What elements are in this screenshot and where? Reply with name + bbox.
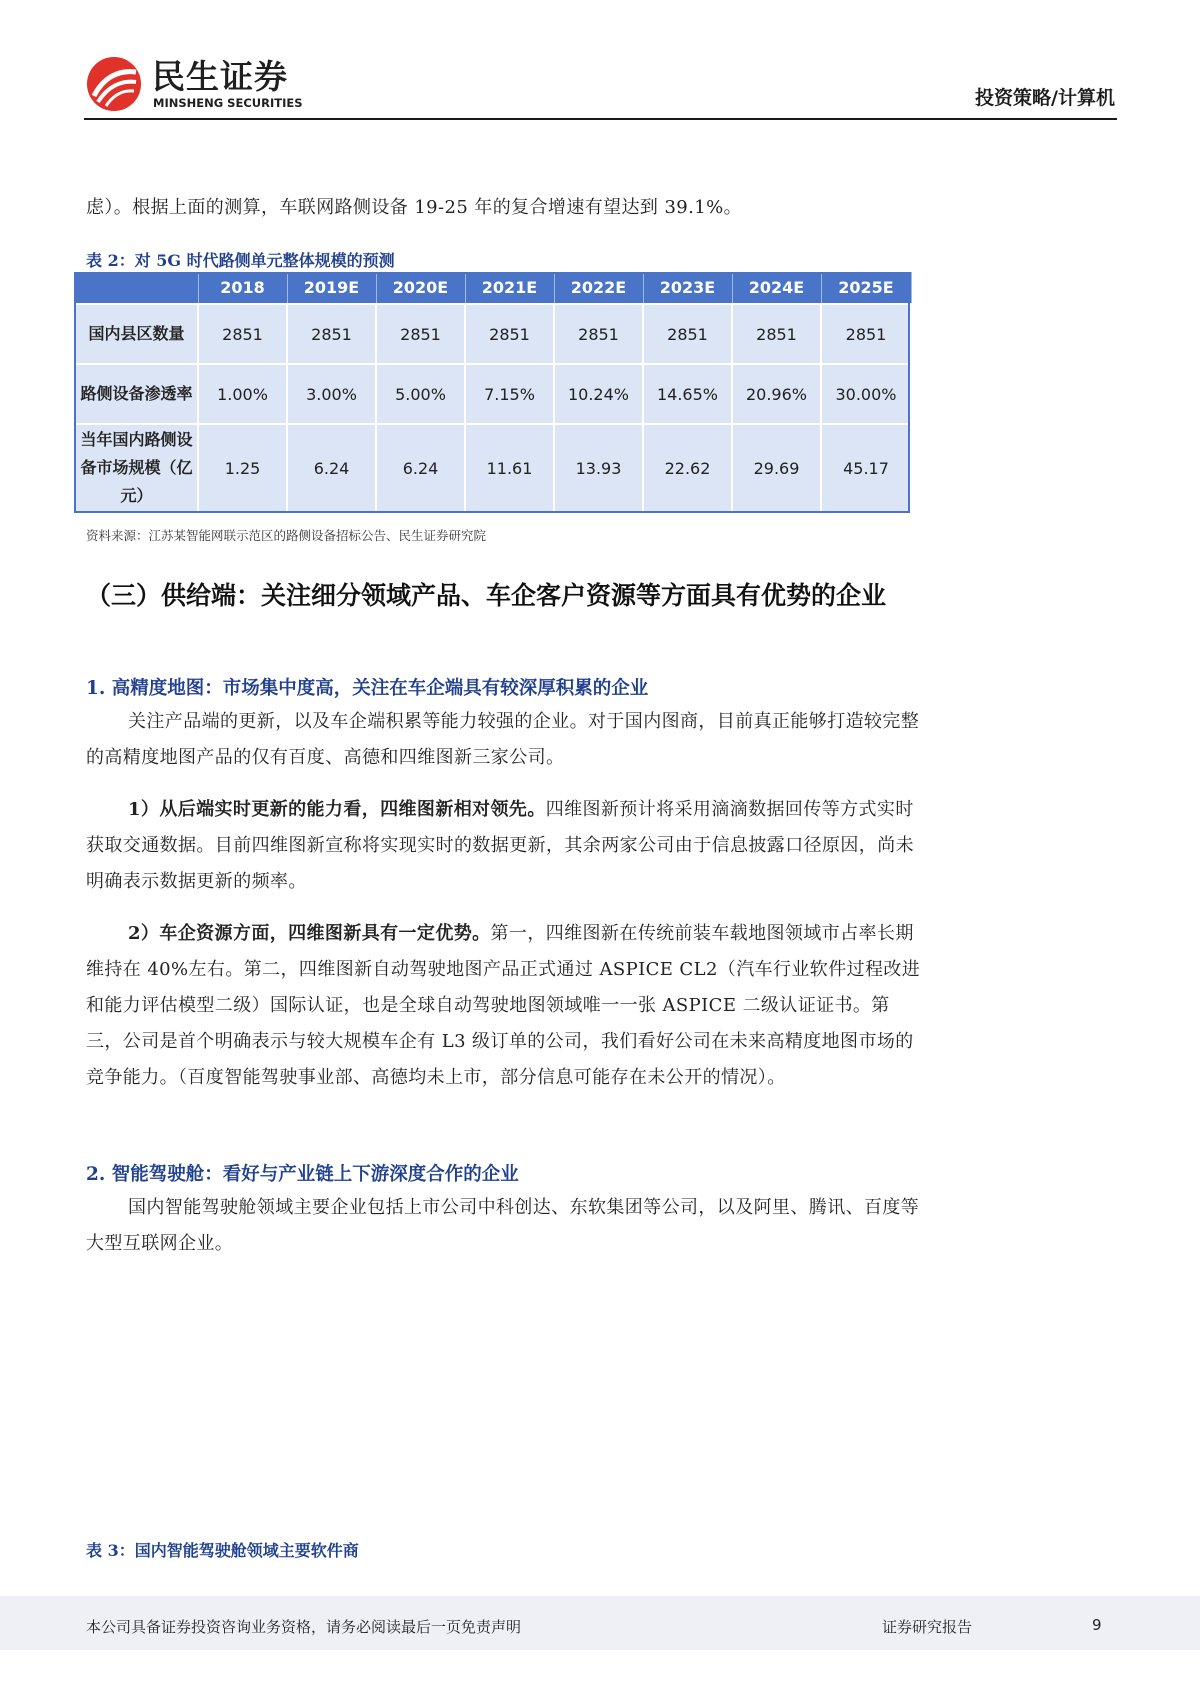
logo-english-name: MINSHENG SECURITIES (153, 96, 303, 110)
table-row (75, 364, 911, 424)
table-cell: 2851 (643, 304, 732, 364)
table-cell: 5.00% (376, 364, 465, 424)
table-cell: 2851 (198, 304, 287, 364)
footer-report-type: 证券研究报告 (882, 1618, 973, 1636)
paragraph-lead: 2）车企资源方面，四维图新具有一定优势。 (128, 923, 491, 944)
column-header: 2019E (287, 272, 376, 304)
table-cell: 3.00% (287, 364, 376, 424)
table-cell: 2851 (376, 304, 465, 364)
column-header: 2024E (732, 272, 821, 304)
footer-disclaimer: 本公司具备证券投资咨询业务资格，请务必阅读最后一页免责声明 (86, 1618, 522, 1636)
row-header: 国内县区数量 (75, 304, 198, 364)
header-divider (84, 118, 1117, 120)
table-cell: 13.93 (554, 424, 643, 512)
table-cell: 7.15% (465, 364, 554, 424)
table3-caption: 表 3：国内智能驾驶舱领域主要软件商 (86, 1541, 359, 1560)
column-header: 2023E (643, 272, 732, 304)
table-cell: 20.96% (732, 364, 821, 424)
column-header: 2025E (821, 272, 911, 304)
paragraph-body: 四维图新预计将采用滴滴数据回传等方式实时获取交通数据。目前四维图新宣称将实现实时的数据更新，其余两家公司由于信息披露口径原因，尚未明确表示数据更新的频率。 (86, 799, 914, 892)
company-logo (86, 56, 303, 114)
paragraph: 国内智能驾驶舱领域主要企业包括上市公司中科创达、东软集团等公司，以及阿里、腾讯、百度等大型互联网企业。 (86, 1197, 920, 1254)
table-cell: 14.65% (643, 364, 732, 424)
table-header-row (75, 272, 911, 304)
table-cell: 2851 (554, 304, 643, 364)
table-cell: 2851 (732, 304, 821, 364)
logo-chinese-name: 民生证券 (152, 57, 288, 96)
table-cell: 1.25 (198, 424, 287, 512)
table-corner-cell (75, 272, 198, 304)
table2-source: 资料来源：江苏某智能网联示范区的路侧设备招标公告、民生证券研究院 (86, 528, 487, 543)
subsection-heading-hd-map: 1. 高精度地图：市场集中度高，关注在车企端具有较深厚积累的企业 (86, 678, 649, 699)
table-cell: 2851 (465, 304, 554, 364)
subsection-heading-smart-cockpit: 2. 智能驾驶舱：看好与产业链上下游深度合作的企业 (86, 1164, 519, 1185)
table-cell: 22.62 (643, 424, 732, 512)
table2-caption: 表 2：对 5G 时代路侧单元整体规模的预测 (86, 251, 395, 270)
table-cell: 30.00% (821, 364, 911, 424)
column-header: 2020E (376, 272, 465, 304)
intro-paragraph: 虑）。根据上面的测算，车联网路侧设备 19-25 年的复合增速有望达到 39.1%。 (86, 197, 743, 218)
table-cell: 6.24 (376, 424, 465, 512)
paragraph (86, 792, 926, 900)
paragraph-body: 第一，四维图新在传统前装车载地图领域市占率长期维持在 40%左右。第二，四维图新自动驾驶地图产品正式通过 ASPICE CL2（汽车行业软件过程改进和能力评估模型二级）国际认证，也是全球自动驾驶地图领域唯一一张 ASPICE 二级认证证书。第三，公司是首个明确表示与较大规模车企有 L3 级订单的公司，我们看好公司在未来高精度地图市场的竞争能力。（百度智能驾驶事业部、高德均未上市，部分信息可能存在未公开的情况）。 (86, 923, 921, 1088)
table-cell: 11.61 (465, 424, 554, 512)
table-cell: 45.17 (821, 424, 911, 512)
row-header: 路侧设备渗透率 (75, 364, 198, 424)
table-cell: 29.69 (732, 424, 821, 512)
minsheng-logo-icon (86, 56, 142, 112)
column-header: 2018 (198, 272, 287, 304)
table-cell: 2851 (287, 304, 376, 364)
table-cell: 2851 (821, 304, 911, 364)
row-header: 当年国内路侧设备市场规模（亿元） (75, 424, 198, 512)
page-number: 9 (1092, 1616, 1102, 1634)
report-section-label: 投资策略/计算机 (975, 87, 1115, 109)
forecast-table (74, 272, 912, 513)
section-heading: （三）供给端：关注细分领域产品、车企客户资源等方面具有优势的企业 (86, 581, 887, 610)
table-row (75, 304, 911, 364)
paragraph-lead: 1）从后端实时更新的能力看，四维图新相对领先。 (128, 799, 546, 820)
column-header: 2022E (554, 272, 643, 304)
table-cell: 10.24% (554, 364, 643, 424)
table-cell: 6.24 (287, 424, 376, 512)
table-row (75, 424, 911, 512)
table-cell: 1.00% (198, 364, 287, 424)
paragraph (86, 916, 926, 1096)
column-header: 2021E (465, 272, 554, 304)
paragraph: 关注产品端的更新，以及车企端积累等能力较强的企业。对于国内图商，目前真正能够打造较完整的高精度地图产品的仅有百度、高德和四维图新三家公司。 (86, 711, 920, 768)
